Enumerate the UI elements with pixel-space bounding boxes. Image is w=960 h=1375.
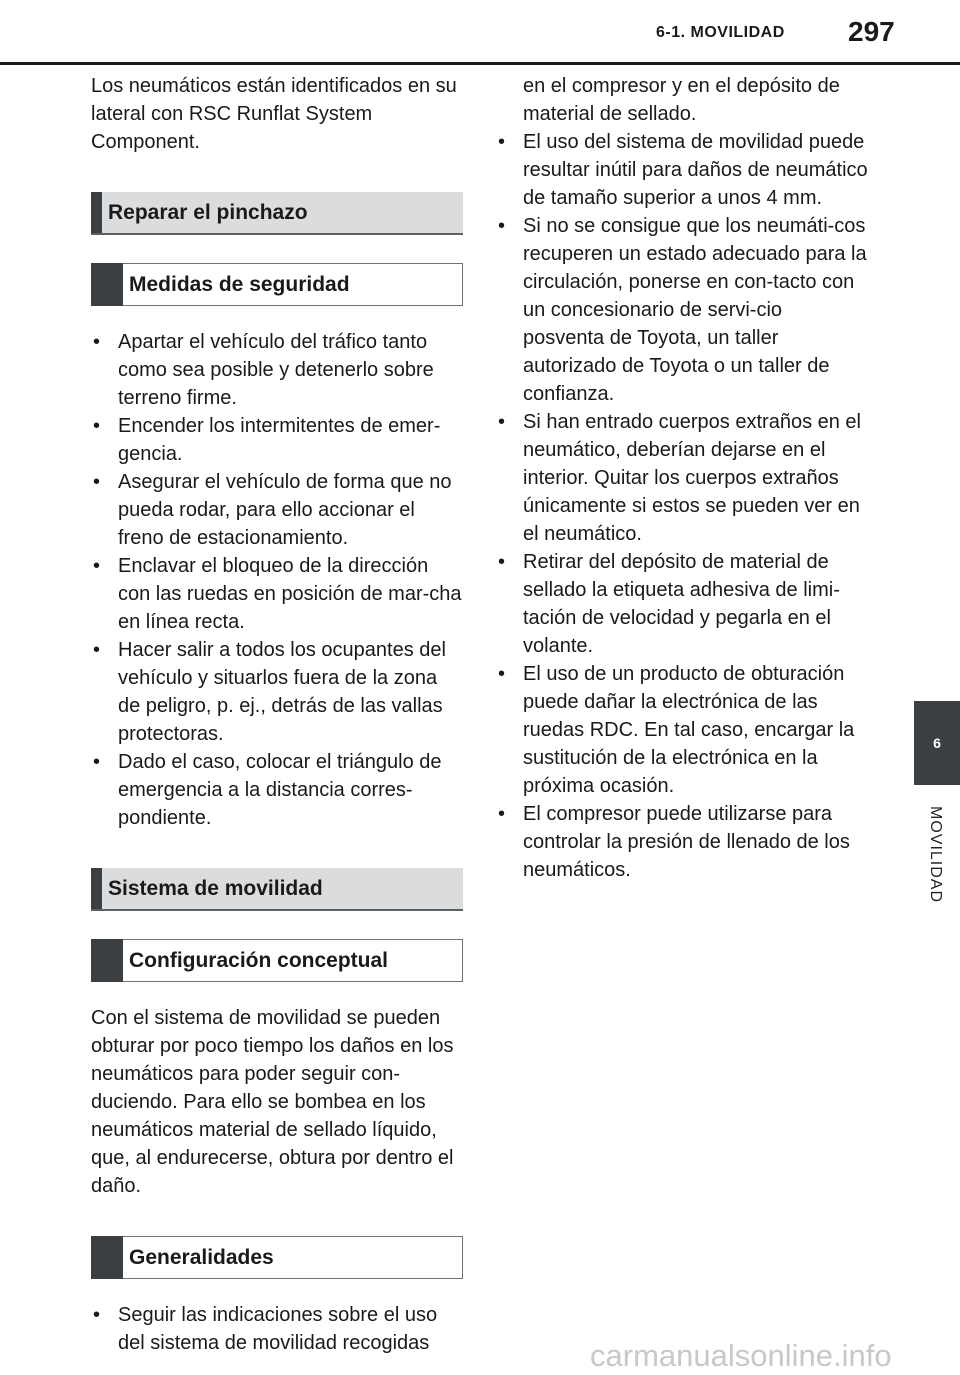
list-item: • Hacer salir a todos los ocupantes del vehículo y situarlos fuera de la zona de peligro, p. ej., detrás de las vallas protectoras. xyxy=(91,636,463,748)
heading-text: Medidas de seguridad xyxy=(129,272,350,296)
list-item: • Si no se consigue que los neumáti-cos recuperen un estado adecuado para la circulación, ponerse en con-tacto con un concesionario de servi-cio posventa de Toyota, un taller autorizado de Toyota o un taller de confianza. xyxy=(496,212,868,408)
list-item: • Apartar el vehículo del tráfico tanto como sea posible y detenerlo sobre terreno firme. xyxy=(91,328,463,412)
mobility-notes-list xyxy=(496,128,868,884)
chapter-number: 6 xyxy=(933,735,941,751)
right-column xyxy=(496,72,868,884)
heading-sistema-movilidad xyxy=(91,868,463,911)
list-item: • Si han entrado cuerpos extraños en el neumático, deberían dejarse en el interior. Quitar los cuerpos extraños únicamente si estos se pueden ver en el neumático. xyxy=(496,408,868,548)
page-number: 297 xyxy=(848,16,895,47)
list-item: • El compresor puede utilizarse para controlar la presión de llenado de los neumáticos. xyxy=(496,800,868,884)
list-item: • El uso del sistema de movilidad puede resultar inútil para daños de neumático de tamaño superior a unos 4 mm. xyxy=(496,128,868,212)
heading-text: Reparar el pinchazo xyxy=(108,200,308,224)
chapter-label: MOVILIDAD xyxy=(927,806,944,904)
header-rule xyxy=(0,62,960,65)
section-title: 6-1. MOVILIDAD xyxy=(656,24,785,41)
heading-generalidades xyxy=(91,1236,463,1279)
list-item: • Encender los intermitentes de emer-gencia. xyxy=(91,412,463,468)
general-list xyxy=(91,1301,463,1357)
config-paragraph: Con el sistema de movilidad se pueden obturar por poco tiempo los daños en los neumáticos para poder seguir con-duciendo. Para ello se bombea en los neumáticos material de sellado líquido, que, al endurecerse, obtura por dentro el daño. xyxy=(91,1007,454,1197)
list-item: • Retirar del depósito de material de sellado la etiqueta adhesiva de limi-tación de velocidad y pegarla en el volante. xyxy=(496,548,868,660)
list-item: • Enclavar el bloqueo de la dirección con las ruedas en posición de mar-cha en línea recta. xyxy=(91,552,463,636)
list-item: • El uso de un producto de obturación puede dañar la electrónica de las ruedas RDC. En tal caso, encargar la sustitución de la electrónica en la próxima ocasión. xyxy=(496,660,868,800)
safety-measures-list xyxy=(91,328,463,832)
watermark: carmanualsonline.info xyxy=(590,1338,892,1373)
heading-reparar-pinchazo xyxy=(91,192,463,235)
intro-paragraph: Los neumáticos están identificados en su lateral con RSC Runflat System Component. xyxy=(91,75,457,153)
heading-text: Generalidades xyxy=(129,1245,274,1269)
page-header xyxy=(0,0,960,62)
heading-text: Sistema de movilidad xyxy=(108,876,323,900)
chapter-side-label xyxy=(910,800,960,910)
heading-text: Configuración conceptual xyxy=(129,948,389,972)
left-column xyxy=(91,72,463,1357)
continuation-text: en el compresor y en el depósito de material de sellado. xyxy=(523,75,840,125)
list-item: • Asegurar el vehículo de forma que no pueda rodar, para ello accionar el freno de estacionamiento. xyxy=(91,468,463,552)
heading-configuracion-conceptual xyxy=(91,939,463,982)
heading-medidas-seguridad xyxy=(91,263,463,306)
list-item: • Seguir las indicaciones sobre el uso del sistema de movilidad recogidas xyxy=(91,1301,463,1357)
list-item: • Dado el caso, colocar el triángulo de emergencia a la distancia corres-pondiente. xyxy=(91,748,463,832)
chapter-tab[interactable] xyxy=(914,701,960,785)
